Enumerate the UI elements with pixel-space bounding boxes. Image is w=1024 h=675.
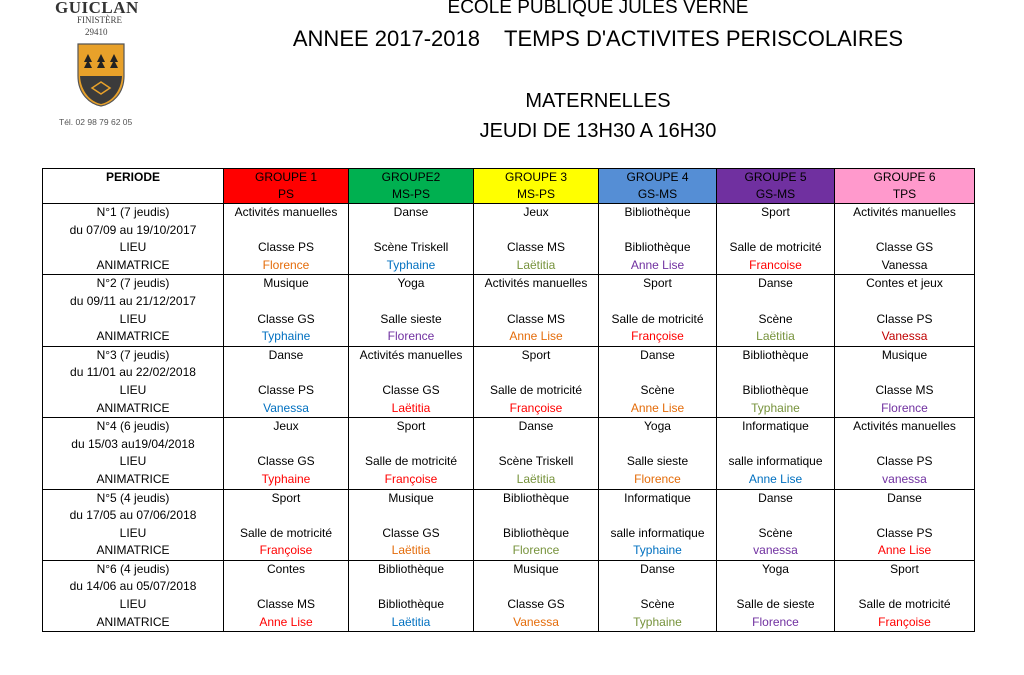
activity-cell [835,489,975,560]
table-header-row [43,169,975,204]
activity-cell [474,418,599,489]
activity-animatrice: Laëtitia [516,257,556,272]
activity-animatrice: Françoise [509,400,563,415]
spacer [349,507,473,525]
lieu-label: LIEU [119,311,147,326]
activity-animatrice: Françoise [878,614,931,629]
group-name: GROUPE2 [381,170,441,184]
activity-animatrice: Vanessa [513,614,559,629]
activity-cell [717,489,835,560]
group-name: GROUPE 5 [744,170,807,184]
period-dates: du 11/01 au 22/02/2018 [70,365,196,380]
activity-animatrice: Francoise [749,257,802,272]
spacer [835,507,974,525]
activity-name: Sport [761,205,790,219]
activity-name: Sport [271,490,301,505]
group-header-1 [224,169,349,204]
period-cell [43,204,224,275]
lieu-label: LIEU [119,525,147,540]
school-name: ECOLE PUBLIQUE JULES VERNE [447,0,749,18]
activity-location: Salle sieste [626,454,689,469]
schedule-title: JEUDI DE 13H30 A 16H30 [479,120,717,142]
activity-location: Scène [640,597,675,612]
period-header-label: PERIODE [105,170,160,184]
group-header-6 [835,169,975,204]
activity-name: Musique [263,276,309,291]
period-label: N°4 (6 jeudis) [96,419,170,434]
spacer [349,222,473,240]
spacer [349,436,473,454]
period-dates: du 07/09 au 19/10/2017 [69,222,197,237]
activity-cell [599,346,717,417]
activity-name: Yoga [644,419,671,434]
group-name: GROUPE 4 [626,170,689,184]
spacer [835,364,974,382]
activity-cell [717,560,835,631]
spacer [474,436,598,454]
group-name: GROUPE 1 [254,170,317,184]
activity-location: Salle sieste [380,311,442,326]
period-header [43,169,224,204]
lieu-label: LIEU [119,454,147,469]
period-cell [43,275,224,346]
activity-animatrice: Anne Lise [748,471,803,486]
spacer [599,364,716,382]
group-class: TPS [892,187,917,201]
activity-animatrice: Laëtitia [756,329,795,344]
activity-cell [474,275,599,346]
activity-name: Bibliothèque [624,205,691,219]
activity-cell [717,346,835,417]
activity-location: Salle de motricité [489,382,583,397]
activity-animatrice: vanessa [882,471,927,486]
schedule-table [42,168,975,632]
activity-location: Scène Triskell [498,454,574,469]
group-class: PS [277,187,294,201]
spacer [835,578,974,596]
period-cell [43,346,224,417]
period-cell [43,489,224,560]
document-title: ANNEE 2017-2018 TEMPS D'ACTIVITES PERISCOLAIRES [292,26,904,51]
activity-location: Bibliothèque [624,240,691,255]
spacer [599,436,716,454]
activity-animatrice: Typhaine [261,329,311,344]
activity-name: Informatique [742,419,809,434]
activity-location: Classe MS [256,597,315,612]
activity-cell [349,560,474,631]
activity-name: Danse [393,205,429,219]
activity-cell [835,204,975,275]
activity-name: Informatique [624,490,691,505]
activity-animatrice: Vanessa [881,257,928,272]
spacer [717,222,834,240]
activity-cell [474,204,599,275]
activity-animatrice: Anne Lise [630,257,685,272]
spacer [599,293,716,311]
department-name: FINISTÈRE [77,15,122,25]
group-class: GS-MS [755,187,796,201]
activity-location: Salle de motricité [729,240,822,255]
activity-name: Danse [518,419,554,434]
postal-code: 29410 [85,27,108,37]
activity-animatrice: Florence [512,543,560,558]
spacer [835,293,974,311]
activity-animatrice: Typhaine [751,400,800,415]
activity-cell [224,275,349,346]
activity-name: Danse [758,490,793,505]
activity-cell [224,489,349,560]
activity-name: Danse [268,347,304,362]
activity-location: Scène Triskell [373,240,449,255]
activity-location: Bibliothèque [377,597,445,612]
spacer [474,293,598,311]
animatrice-label: ANIMATRICE [96,471,170,486]
activity-animatrice: Typhaine [386,257,436,272]
level-title: MATERNELLES [525,90,671,112]
activity-name: Activités manuelles [853,205,956,219]
period-dates: du 14/06 au 05/07/2018 [69,579,197,594]
period-label: N°1 (7 jeudis) [96,205,170,219]
activity-name: Musique [388,490,434,505]
activity-location: Classe PS [257,382,315,397]
activity-animatrice: Laëtitia [516,471,556,486]
activity-name: Yoga [762,561,789,576]
activity-name: Sport [643,276,672,291]
activity-name: Jeux [273,419,299,434]
spacer [717,364,834,382]
spacer [717,578,834,596]
activity-animatrice: Françoise [259,543,313,558]
activity-animatrice: Laëtitia [391,614,431,629]
activity-cell [599,560,717,631]
activity-location: Classe MS [506,311,565,326]
activity-name: Contes [266,561,306,576]
activity-location: Classe MS [875,382,934,397]
activity-name: Yoga [397,276,425,291]
activity-cell [474,560,599,631]
activity-cell [717,204,835,275]
period-dates: du 15/03 au19/04/2018 [71,436,195,451]
activity-name: Contes et jeux [866,276,943,291]
period-dates: du 17/05 au 07/06/2018 [69,508,197,523]
animatrice-label: ANIMATRICE [96,400,170,415]
activity-animatrice: Florence [881,400,928,415]
activity-cell [224,346,349,417]
activity-animatrice: Anne Lise [877,543,932,558]
spacer [717,436,834,454]
activity-cell [835,275,975,346]
lieu-label: LIEU [119,240,147,255]
table-row [43,560,975,631]
group-name: GROUPE 3 [504,170,567,184]
group-header-3 [474,169,599,204]
group-class: MS-PS [391,187,430,201]
activity-name: Activités manuelles [853,419,956,434]
activity-animatrice: Vanessa [881,329,928,344]
table-row [43,418,975,489]
spacer [224,578,348,596]
activity-animatrice: Anne Lise [259,614,313,629]
activity-name: Activités manuelles [234,205,338,219]
animatrice-label: ANIMATRICE [96,543,170,558]
animatrice-label: ANIMATRICE [96,257,170,272]
activity-location: Salle de motricité [611,311,704,326]
town-phone: Tél. 02 98 79 62 05 [59,117,133,127]
table-row [43,204,975,275]
activity-location: Salle de motricité [364,454,458,469]
table-row [43,275,975,346]
spacer [599,507,716,525]
group-header-2 [349,169,474,204]
activity-cell [599,418,717,489]
spacer [224,436,348,454]
period-label: N°6 (4 jeudis) [96,561,170,576]
activity-cell [599,489,717,560]
spacer [224,222,348,240]
group-class: MS-PS [516,187,555,201]
spacer [349,293,473,311]
period-cell [43,560,224,631]
activity-cell [349,346,474,417]
activity-animatrice: Françoise [384,471,438,486]
activity-cell [835,346,975,417]
period-cell [43,418,224,489]
spacer [717,293,834,311]
activity-cell [224,418,349,489]
table-row [43,489,975,560]
activity-name: Sport [890,561,919,576]
lieu-label: LIEU [119,382,147,397]
period-label: N°2 (7 jeudis) [96,276,170,291]
spacer [474,507,598,525]
animatrice-label: ANIMATRICE [96,329,170,344]
period-dates: du 09/11 au 21/12/2017 [70,293,196,308]
activity-animatrice: Florence [262,257,310,272]
spacer [835,222,974,240]
activity-location: Bibliothèque [502,525,570,540]
spacer [224,293,348,311]
activity-location: Classe MS [506,240,565,255]
activity-name: Sport [396,419,426,434]
activity-location: Classe PS [876,311,933,326]
activity-location: Classe PS [257,240,315,255]
activity-location: Salle de motricité [239,525,333,540]
activity-location: Bibliothèque [742,382,809,397]
activity-name: Bibliothèque [742,347,809,362]
spacer [599,222,716,240]
activity-location: Salle de sieste [736,597,815,612]
spacer [474,578,598,596]
activity-cell [224,204,349,275]
activity-location: Classe GS [257,454,315,469]
activity-cell [474,489,599,560]
spacer [349,578,473,596]
activity-name: Bibliothèque [377,561,445,576]
activity-location: salle informatique [610,525,705,540]
activity-cell [717,418,835,489]
activity-animatrice: Florence [634,471,681,486]
activity-location: Salle de motricité [858,597,951,612]
activity-name: Danse [640,561,675,576]
activity-name: Sport [521,347,551,362]
table-row [43,346,975,417]
group-name: GROUPE 6 [873,170,936,184]
activity-cell [349,418,474,489]
activity-cell [349,204,474,275]
spacer [599,578,716,596]
activity-name: Danse [640,347,675,362]
activity-animatrice: Typhaine [633,614,682,629]
activity-location: Classe GS [382,525,440,540]
period-label: N°3 (7 jeudis) [96,347,170,362]
animatrice-label: ANIMATRICE [96,614,170,629]
activity-cell [474,346,599,417]
activity-name: Musique [513,561,559,576]
activity-cell [717,275,835,346]
activity-location: salle informatique [728,454,823,469]
spacer [474,364,598,382]
activity-cell [599,275,717,346]
activity-animatrice: Vanessa [263,400,309,415]
activity-name: Activités manuelles [359,347,463,362]
activity-cell [599,204,717,275]
group-header-5 [717,169,835,204]
activity-animatrice: Florence [387,329,435,344]
activity-cell [835,418,975,489]
activity-name: Bibliothèque [502,490,570,505]
spacer [349,364,473,382]
activity-cell [349,275,474,346]
activity-name: Musique [881,347,928,362]
activity-animatrice: Laëtitia [391,400,431,415]
activity-name: Activités manuelles [484,276,588,291]
activity-location: Classe GS [875,240,934,255]
activity-location: Scène [758,525,793,540]
activity-animatrice: Anne Lise [630,400,685,415]
activity-name: Jeux [523,205,549,219]
lieu-label: LIEU [119,597,147,612]
spacer [224,507,348,525]
activity-cell [835,560,975,631]
activity-animatrice: Florence [752,614,799,629]
spacer [224,364,348,382]
group-header-4 [599,169,717,204]
activity-location: Classe GS [382,382,440,397]
spacer [474,222,598,240]
period-label: N°5 (4 jeudis) [96,490,170,505]
town-name: GUICLAN [55,0,139,17]
group-class: GS-MS [637,187,678,201]
spacer [835,436,974,454]
activity-location: Classe GS [507,597,565,612]
activity-name: Danse [758,276,793,291]
activity-cell [349,489,474,560]
activity-name: Danse [887,490,922,505]
activity-animatrice: Françoise [631,329,684,344]
activity-location: Classe PS [876,525,933,540]
activity-animatrice: vanessa [753,543,798,558]
spacer [717,507,834,525]
activity-location: Scène [758,311,793,326]
activity-animatrice: Laëtitia [391,543,431,558]
activity-animatrice: Typhaine [261,471,311,486]
activity-location: Classe PS [876,454,933,469]
activity-cell [224,560,349,631]
activity-location: Classe GS [257,311,315,326]
activity-animatrice: Typhaine [633,543,682,558]
activity-location: Scène [640,382,675,397]
activity-animatrice: Anne Lise [509,329,563,344]
